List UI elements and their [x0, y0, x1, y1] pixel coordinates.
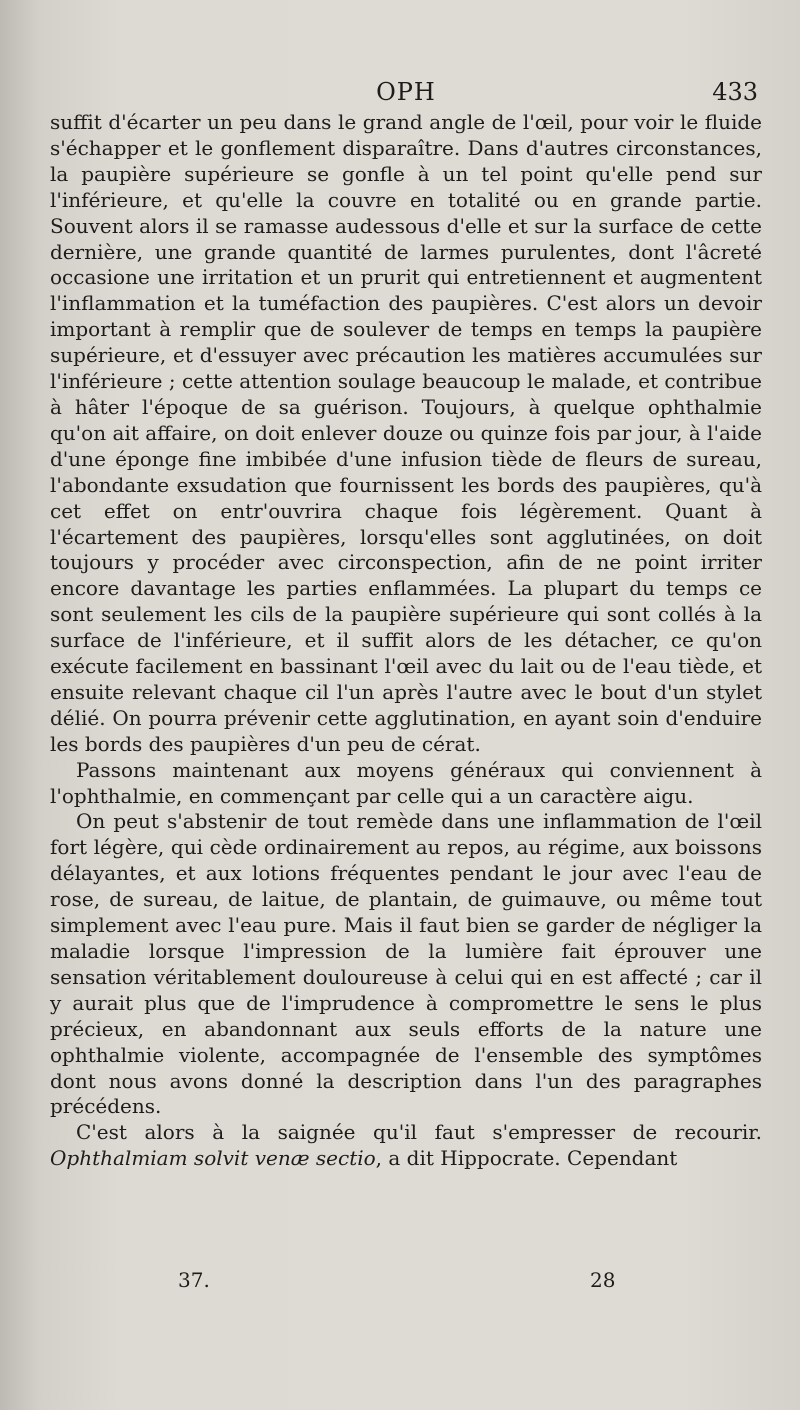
paragraph-4-intro: C'est alors à la saignée qu'il faut s'empresser de recourir. — [76, 1120, 762, 1145]
signature-mark: 37. — [178, 1268, 210, 1292]
running-title: OPH — [376, 78, 436, 106]
page-footer — [50, 1268, 762, 1298]
latin-quote: Ophthalmiam solvit venæ sectio — [50, 1146, 376, 1171]
folio-mark: 28 — [590, 1268, 616, 1292]
page-number: 433 — [712, 78, 758, 106]
paragraph-4-continuation: , a dit Hippocrate. Cependant — [375, 1146, 678, 1171]
page-body — [50, 110, 762, 1172]
paragraph-4 — [50, 1120, 762, 1172]
paragraph-1: suffit d'écarter un peu dans le grand angle de l'œil, pour voir le fluide s'échapper et le gonflement disparaître. Dans d'autres circonstances, la paupière supérieure se gonfle à un tel point qu'elle pend sur l'inférieure, et qu'elle la couvre en totalité ou en grande partie. Souvent alors il se ramasse audessous d'elle et sur la surface de cette dernière, une grande quantité de larmes purulentes, dont l'âcreté occasione une irritation et un prurit qui entretiennent et augmentent l'inflammation et la tuméfaction des paupières. C'est alors un devoir important à remplir que de soulever de temps en temps la paupière supérieure, et d'essuyer avec précaution les matières accumulées sur l'inférieure ; cette attention soulage beaucoup le malade, et contribue à hâter l'époque de sa guérison. Toujours, à quelque ophthalmie qu'on ait affaire, on doit enlever douze ou quinze fois par jour, à l'aide d'une éponge fine imbibée d'une infusion tiède de fleurs de sureau, l'abondante exsudation que fournissent les bords des paupières, qu'à cet effet on entr'ouvrira chaque fois légèrement. Quant à l'écartement des paupières, lorsqu'elles sont agglutinées, on doit toujours y procéder avec circonspection, afin de ne point irriter encore davantage les parties enflammées. La plupart du temps ce sont seulement les cils de la paupière supérieure qui sont collés à la surface de l'inférieure, et il suffit alors de les détacher, ce qu'on exécute facilement en bassinant l'œil avec du lait ou de l'eau tiède, et ensuite relevant chaque cil l'un après l'autre avec le bout d'un stylet délié. On pourra prévenir cette agglutination, en ayant soin d'enduire les bords des paupières d'un peu de cérat. — [50, 110, 762, 756]
running-header — [50, 78, 762, 108]
paragraph-3: On peut s'abstenir de tout remède dans une inflammation de l'œil fort légère, qui cède ordinairement au repos, au régime, aux boissons délayantes, et aux lotions fréquentes pendant le jour avec l'eau de rose, de sureau, de laitue, de plantain, de guimauve, ou même tout simplement avec l'eau pure. Mais il faut bien se garder de négliger la maladie lorsque l'impression de la lumière fait éprouver une sensation véritablement douloureuse à celui qui en est affecté ; car il y aurait plus que de l'imprudence à compromettre le sens le plus précieux, en abandonnant aux seuls efforts de la nature une ophthalmie violente, accompagnée de l'ensemble des symptômes dont nous avons donné la description dans l'un des paragraphes précédens. — [50, 809, 762, 1119]
paragraph-2: Passons maintenant aux moyens généraux qui conviennent à l'ophthalmie, en commençant par celle qui a un caractère aigu. — [50, 757, 762, 808]
